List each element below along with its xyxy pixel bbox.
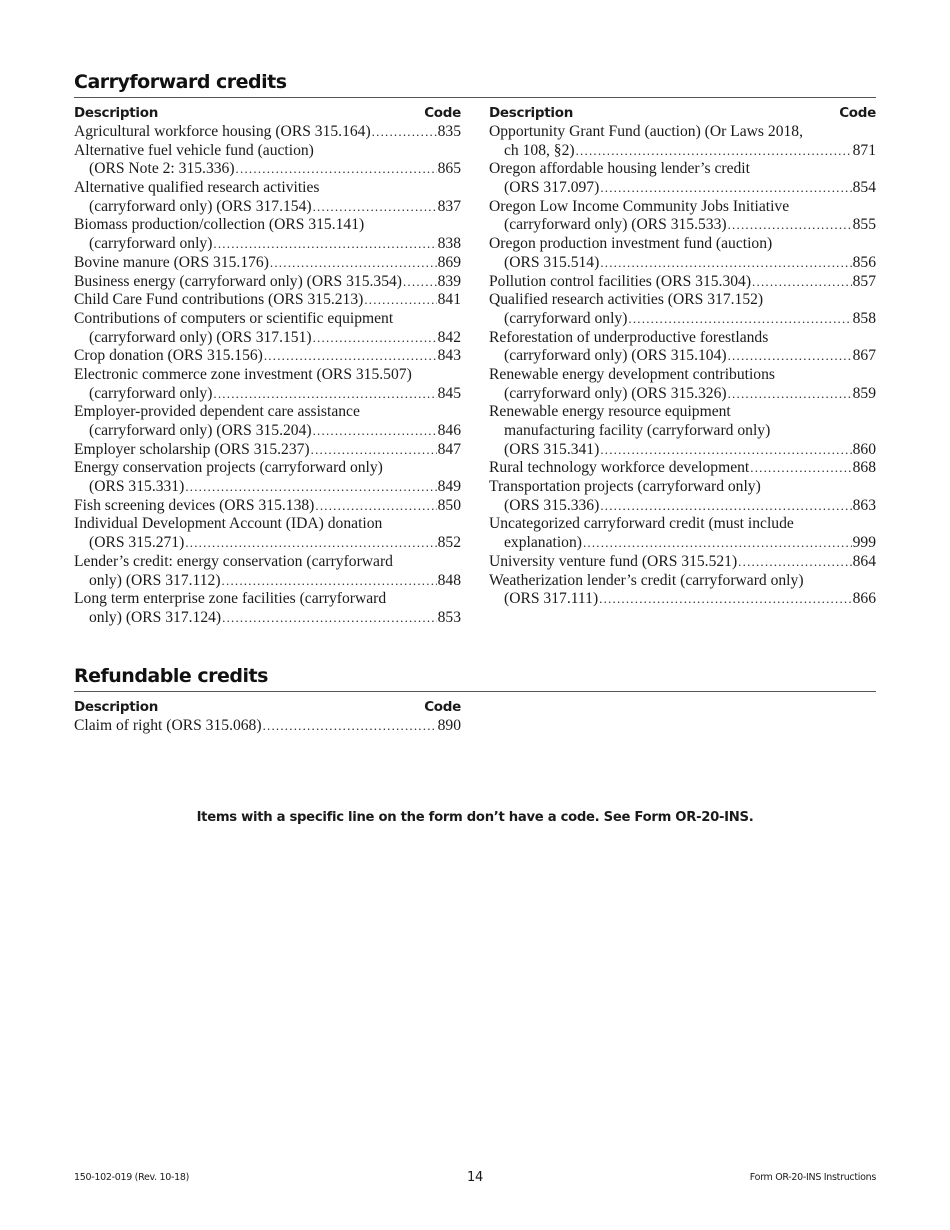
- credit-code: 868: [852, 459, 876, 477]
- credit-entry: [74, 459, 461, 496]
- column-header: [74, 698, 461, 716]
- credit-entry: [74, 717, 461, 736]
- credit-code: 839: [437, 272, 461, 290]
- credit-description: Qualified research activities (ORS 317.152): [489, 291, 764, 309]
- credit-entry: [74, 123, 461, 142]
- credit-entry: [489, 273, 876, 292]
- credit-list: [74, 123, 461, 628]
- credit-description: Renewable energy development contributions: [489, 365, 775, 383]
- dot-leader: [752, 273, 852, 292]
- credit-entry-line: [74, 142, 461, 161]
- credit-entry: [489, 403, 876, 459]
- credit-description: Crop donation (ORS 315.156): [74, 347, 263, 365]
- credit-description: (carryforward only) (ORS 317.154): [89, 197, 312, 215]
- credit-entry: [74, 590, 461, 627]
- credit-entry-line: [489, 553, 876, 572]
- description-header: Description: [74, 105, 159, 121]
- credit-description: (ORS 315.341): [504, 440, 600, 458]
- credit-description: (ORS 315.514): [504, 253, 600, 271]
- credit-description: ch 108, §2): [504, 141, 575, 159]
- dot-leader: [583, 534, 852, 553]
- credit-entry: [489, 572, 876, 609]
- credit-entry: [489, 478, 876, 515]
- credit-entry: [74, 310, 461, 347]
- credit-entry: [74, 254, 461, 273]
- credit-code: 871: [852, 141, 876, 159]
- credit-description: (ORS 315.271): [89, 534, 185, 552]
- credit-entry-line: [489, 291, 876, 310]
- credit-entry-line: [74, 347, 461, 366]
- credit-entry: [74, 142, 461, 179]
- credit-code: 842: [437, 328, 461, 346]
- credit-entry-line: [74, 160, 461, 179]
- credit-entry-line: [489, 515, 876, 534]
- credit-entry-line: [489, 254, 876, 273]
- credit-description: Transportation projects (carryforward only): [489, 478, 761, 496]
- credit-list: [489, 123, 876, 609]
- footer-form-title: Form OR-20-INS Instructions: [749, 1172, 876, 1183]
- credit-description: explanation): [504, 534, 582, 552]
- credit-entry-line: [489, 329, 876, 348]
- credit-code: 855: [852, 216, 876, 234]
- credit-description: (carryforward only) (ORS 317.151): [89, 328, 312, 346]
- credit-entry-line: [74, 553, 461, 572]
- credit-code: 890: [437, 717, 461, 734]
- credit-description: (carryforward only) (ORS 315.104): [504, 347, 727, 365]
- credit-entry-line: [489, 235, 876, 254]
- credit-code: 867: [852, 347, 876, 365]
- credit-description: Alternative fuel vehicle fund (auction): [74, 141, 314, 159]
- credit-code: 835: [437, 123, 461, 140]
- credit-entry-line: [74, 572, 461, 591]
- dot-leader: [738, 553, 851, 572]
- credit-entry: [74, 553, 461, 590]
- section-title-carryforward: Carryforward credits: [74, 71, 287, 93]
- credit-description: Agricultural workforce housing (ORS 315.164): [74, 123, 371, 140]
- credit-description: (ORS 317.111): [504, 590, 599, 608]
- dot-leader: [628, 310, 851, 329]
- credit-entry-line: [489, 123, 876, 142]
- credit-description: Employer-provided dependent care assistance: [74, 403, 360, 421]
- credit-description: (carryforward only): [504, 309, 628, 327]
- credit-code: 848: [437, 571, 461, 589]
- credit-entry-line: [489, 366, 876, 385]
- credit-entry-line: [74, 291, 461, 310]
- dot-leader: [600, 497, 851, 516]
- credit-code: 859: [852, 384, 876, 402]
- credit-entry-line: [74, 235, 461, 254]
- dot-leader: [728, 216, 852, 235]
- credit-description: (carryforward only) (ORS 315.204): [89, 422, 312, 439]
- dot-leader: [222, 572, 437, 591]
- refundable-column: [74, 698, 461, 736]
- dot-leader: [576, 142, 852, 161]
- credit-entry-line: [74, 497, 461, 516]
- credit-entry-line: [489, 179, 876, 198]
- credit-entry-line: [74, 459, 461, 478]
- credit-description: Employer scholarship (ORS 315.237): [74, 440, 310, 458]
- credit-entry: [74, 347, 461, 366]
- section-divider: [74, 97, 876, 98]
- credit-description: Business energy (carryforward only) (ORS 315.354): [74, 272, 402, 290]
- credit-entry-line: [74, 273, 461, 292]
- credit-entry: [489, 123, 876, 160]
- dot-leader: [270, 254, 437, 273]
- credit-code: 856: [852, 253, 876, 271]
- credit-description: Claim of right (ORS 315.068): [74, 717, 262, 734]
- section-title-refundable: Refundable credits: [74, 665, 268, 687]
- credit-code: 841: [437, 291, 461, 309]
- credit-entry-line: [489, 273, 876, 292]
- credit-description: Biomass production/collection (ORS 315.141): [74, 216, 365, 234]
- credit-entry: [489, 329, 876, 366]
- credit-entry-line: [489, 478, 876, 497]
- dot-leader: [403, 273, 437, 292]
- credit-entry-line: [489, 572, 876, 591]
- credit-description: University venture fund (ORS 315.521): [489, 552, 738, 570]
- credit-code: 845: [437, 384, 461, 402]
- credit-description: Rural technology workforce development: [489, 459, 750, 477]
- credit-entry-line: [74, 254, 461, 273]
- credit-entry-line: [489, 441, 876, 460]
- dot-leader: [600, 441, 851, 460]
- credit-code: 869: [437, 253, 461, 271]
- credit-description: (carryforward only): [89, 235, 213, 253]
- credit-entry-line: [74, 717, 461, 736]
- code-note: Items with a specific line on the form don’t have a code. See Form OR-20-INS.: [196, 810, 754, 825]
- credit-entry: [489, 459, 876, 478]
- credit-code: 852: [437, 534, 461, 552]
- credit-description: (carryforward only): [89, 384, 213, 402]
- code-header: Code: [839, 105, 876, 121]
- credit-entry-line: [74, 198, 461, 217]
- credit-entry: [74, 515, 461, 552]
- credit-entry: [489, 160, 876, 197]
- credit-code: 860: [852, 440, 876, 458]
- credit-entry-line: [489, 347, 876, 366]
- dot-leader: [599, 590, 851, 609]
- credit-entry-line: [489, 534, 876, 553]
- credit-code: 850: [437, 496, 461, 514]
- dot-leader: [313, 198, 437, 217]
- credit-entry-line: [74, 441, 461, 460]
- credit-description: Reforestation of underproductive forestlands: [489, 328, 769, 346]
- credit-entry-line: [489, 198, 876, 217]
- credit-code: 863: [852, 496, 876, 514]
- credit-entry-line: [489, 459, 876, 478]
- dot-leader: [728, 347, 852, 366]
- credit-entry-line: [489, 142, 876, 161]
- credit-description: Uncategorized carryforward credit (must include: [489, 515, 794, 533]
- dot-leader: [222, 609, 436, 628]
- credit-entry-line: [489, 160, 876, 179]
- credit-description: (carryforward only) (ORS 315.326): [504, 384, 727, 402]
- credit-description: Contributions of computers or scientific equipment: [74, 309, 394, 327]
- credit-description: Individual Development Account (IDA) donation: [74, 515, 383, 533]
- dot-leader: [600, 179, 851, 198]
- credit-description: only) (ORS 317.112): [89, 571, 221, 589]
- dot-leader: [313, 422, 437, 441]
- description-header: Description: [489, 105, 574, 121]
- credit-entry: [74, 366, 461, 403]
- credit-description: (ORS 317.097): [504, 179, 600, 197]
- credit-code: 857: [852, 272, 876, 290]
- credit-code: 853: [437, 608, 461, 626]
- credit-description: Fish screening devices (ORS 315.138): [74, 496, 315, 514]
- credit-entry: [489, 291, 876, 328]
- credit-entry: [489, 198, 876, 235]
- credit-description: Oregon Low Income Community Jobs Initiative: [489, 197, 790, 215]
- credit-entry-line: [74, 403, 461, 422]
- dot-leader: [750, 459, 851, 478]
- credit-code: 843: [437, 347, 461, 365]
- dot-leader: [315, 497, 436, 516]
- credit-description: Lender’s credit: energy conservation (carryforward: [74, 552, 393, 570]
- dot-leader: [236, 160, 437, 179]
- credit-entry-line: [489, 590, 876, 609]
- credit-description: Bovine manure (ORS 315.176): [74, 253, 269, 271]
- credit-code: 866: [852, 590, 876, 608]
- credit-entry-line: [74, 310, 461, 329]
- credit-code: 849: [437, 478, 461, 496]
- credit-description: Alternative qualified research activities: [74, 179, 320, 197]
- credit-entry-line: [74, 385, 461, 404]
- credit-entry-line: [74, 216, 461, 235]
- footer-page-number: 14: [467, 1170, 483, 1185]
- credit-entry: [74, 273, 461, 292]
- credit-description: Electronic commerce zone investment (ORS 315.507): [74, 365, 412, 383]
- credit-code: 846: [437, 422, 461, 439]
- credit-description: Oregon production investment fund (auction): [489, 235, 773, 253]
- dot-leader: [311, 441, 437, 460]
- dot-leader: [263, 717, 437, 736]
- credit-code: 865: [437, 160, 461, 178]
- credit-entry: [489, 553, 876, 572]
- column-header: [74, 104, 461, 122]
- credit-list: [74, 717, 461, 736]
- credit-entry-line: [74, 123, 461, 142]
- credit-entry: [74, 441, 461, 460]
- credit-entry-line: [74, 478, 461, 497]
- credit-description: Oregon affordable housing lender’s credit: [489, 160, 750, 178]
- credit-code: 858: [852, 309, 876, 327]
- credit-description: (carryforward only) (ORS 315.533): [504, 216, 727, 234]
- credit-description: manufacturing facility (carryforward only): [504, 422, 771, 439]
- code-header: Code: [424, 105, 461, 121]
- credit-entry-line: [74, 534, 461, 553]
- credit-entry-line: [489, 385, 876, 404]
- credit-entry: [489, 235, 876, 272]
- credit-code: 999: [852, 534, 876, 552]
- dot-leader: [213, 235, 436, 254]
- description-header: Description: [74, 699, 159, 715]
- credit-entry-line: [74, 515, 461, 534]
- credit-entry-line: [489, 310, 876, 329]
- credit-description: Weatherization lender’s credit (carryforward only): [489, 571, 804, 589]
- credit-entry-line: [74, 590, 461, 609]
- credit-entry-line: [489, 422, 876, 441]
- dot-leader: [185, 478, 436, 497]
- credit-description: Renewable energy resource equipment: [489, 403, 731, 421]
- dot-leader: [185, 534, 436, 553]
- dot-leader: [313, 329, 437, 348]
- credit-entry: [74, 403, 461, 440]
- credit-entry-line: [489, 216, 876, 235]
- credit-code: 837: [437, 197, 461, 215]
- credit-entry: [489, 515, 876, 552]
- carryforward-left-column: [74, 104, 461, 628]
- credit-entry-line: [489, 497, 876, 516]
- credit-description: Opportunity Grant Fund (auction) (Or Laws 2018,: [489, 123, 803, 140]
- credit-entry-line: [74, 179, 461, 198]
- credit-code: 864: [852, 552, 876, 570]
- credit-description: Pollution control facilities (ORS 315.304): [489, 272, 752, 290]
- carryforward-right-column: [489, 104, 876, 609]
- section-divider: [74, 691, 876, 692]
- credit-entry-line: [74, 329, 461, 348]
- credit-entry: [489, 366, 876, 403]
- credit-description: Long term enterprise zone facilities (carryforward: [74, 590, 387, 608]
- credit-code: 838: [437, 235, 461, 253]
- credit-code: 847: [437, 440, 461, 458]
- credit-description: Child Care Fund contributions (ORS 315.213): [74, 291, 364, 309]
- credit-entry: [74, 216, 461, 253]
- footer-form-number: 150-102-019 (Rev. 10-18): [74, 1172, 190, 1183]
- credit-entry-line: [489, 403, 876, 422]
- credit-description: Energy conservation projects (carryforward only): [74, 459, 383, 477]
- credit-entry: [74, 291, 461, 310]
- code-header: Code: [424, 699, 461, 715]
- dot-leader: [364, 291, 436, 310]
- column-header: [489, 104, 876, 122]
- credit-entry-line: [74, 366, 461, 385]
- credit-entry: [74, 179, 461, 216]
- credit-entry: [74, 497, 461, 516]
- dot-leader: [213, 385, 436, 404]
- dot-leader: [264, 347, 437, 366]
- credit-description: (ORS 315.336): [504, 496, 600, 514]
- credit-entry-line: [74, 609, 461, 628]
- credit-code: 854: [852, 179, 876, 197]
- credit-description: (ORS Note 2: 315.336): [89, 160, 235, 178]
- dot-leader: [600, 254, 851, 273]
- dot-leader: [372, 123, 437, 142]
- credit-entry-line: [74, 422, 461, 441]
- credit-description: (ORS 315.331): [89, 478, 185, 496]
- dot-leader: [728, 385, 852, 404]
- credit-description: only) (ORS 317.124): [89, 608, 222, 626]
